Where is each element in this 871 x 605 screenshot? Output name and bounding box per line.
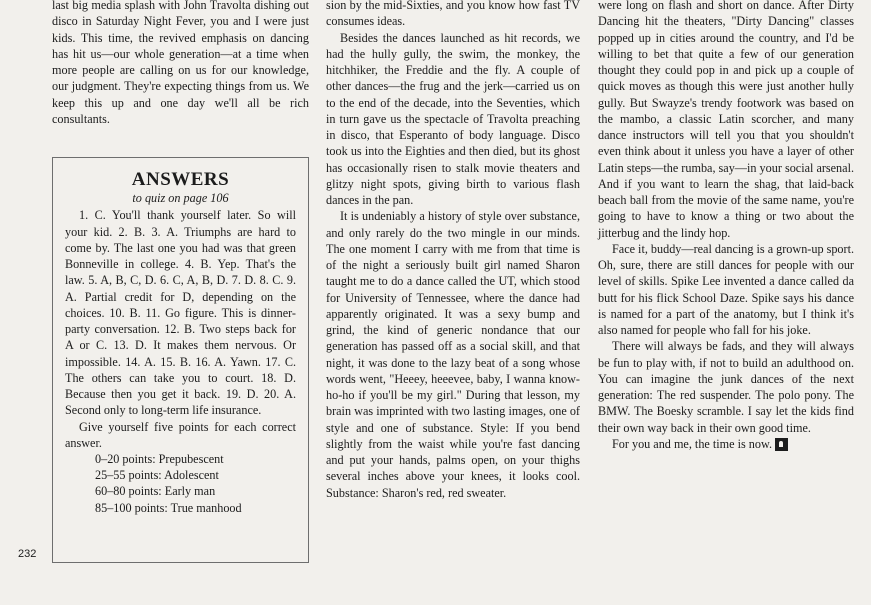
column-middle [326,0,580,501]
closing-text: For you and me, the time is now. [612,436,772,451]
body-paragraph: last big media splash with John Travolta dishing out disco in Saturday Night Fever, you and I were just kids. This time, the revived emphasis on dancing has hit us—our whole generation—at a time when more people are calling on us for our knowledge, our judgment. They're expecting things from us. We keep this up and one day we'll all be rich consultants. [52,0,309,126]
body-paragraph: were long on flash and short on dance. After Dirty Dancing hit the theaters, "Dirty Dancing" classes popped up in cities around the country, and I'd be willing to bet that quite a few of our generation thought they could pop in and pick up a couple of quick moves as though this were just another hully gully. But Swayze's trendy footwork was based on the mambo, a classic Latin scorcher, and many dance instructors will tell you that you shouldn't even think about it unless you have a layer of other Latin steps—the rumba, say—in your social arsenal. And if you want to learn the shag, that laid-back beach ball from the movie of the same name, you're going to have to know a thing or two about the jitterbug and the lindy hop. [598,0,854,240]
score-line: 25–55 points: Adolescent [95,468,219,483]
body-paragraph: sion by the mid-Sixties, and you know how fast TV consumes ideas. [326,0,580,29]
answers-body: 1. C. You'll thank yourself later. So will your kid. 2. B. 3. A. Triumphs are hard to come by. The last one you had was that green Bonneville in college. 4. B. Yep. That's the law. 5. A, B, C, D. 6. C, A, B, D. 7. D. 8. C. 9. A. Partial credit for D, depending on the choices. 10. B. 11. Go figure. This is dinner-party conversation. 12. B. Two steps back for A or C. 13. D. It makes them nervous. Or impossible. 14. A. 15. B. 16. A. Yawn. 17. C. The others can take you to court. 18. D. Because then you get it back. 19. D. 20. A. Second only to long-term life insurance. [65,208,296,418]
body-paragraph: There will always be fads, and they will always be fun to play with, if not to build an adulthood on. You can imagine the junk dances of the next generation: The red suspender. The polo pony. The BMW. The Boesky scramble. I say let the kids find their own way back in their own good time. [598,339,854,435]
body-paragraph: Face it, buddy—real dancing is a grown-up sport. Oh, sure, there are still dances for people with our level of skills. Spike Lee invented a dance called da butt for his flick School Daze. Spike says his dance is named for a part of the anatomy, but I think it's also named for people who fall for his joke. [598,241,855,337]
column-right [598,0,854,452]
answers-title: ANSWERS [131,169,230,190]
page-number: 232 [18,548,37,560]
closing-paragraph [598,436,854,452]
answers-box [52,157,309,563]
answers-instruction: Give yourself five points for each correct answer. [65,419,296,450]
body-paragraph: It is undeniably a history of style over substance, and only rarely do the two mingle in our minds. The one moment I carry with me from that time is of the night a seriously built girl named Sharon taught me to do a dance called the UT, which stood for University of Tennessee, where the dance had apparently originated. It was a sexy bump and grind, the kind of generic nondance that our generation has passed off as a social skill, and that night, it was done to the lazy beat of a song whose words went, "Heeey, heeevee, baby, I wanna know-ho-ho if you'll be my girl." During that lesson, my brain was imprinted with two lasting images, one of style and one of substance. Style: If you bend slightly from the waist while you're fast dancing and put your hands, palms open, on your thighs several inches above your knees, it looks cool. Substance: Sharon's red, red sweater. [326,209,580,500]
answers-subtitle: to quiz on page 106 [132,191,229,205]
score-line: 85–100 points: True manhood [95,500,242,515]
column-left [52,0,309,127]
body-paragraph: Besides the dances launched as hit records, we had the hully gully, the swim, the monkey, the hitchhiker, the Freddie and the fly. A couple of other dances—the frug and the jerk—carried us on to the end of the decade, into the Seventies, which in turn gave us the spectacle of Travolta preaching in disco, that Esperanto of body language. Disco took us into the Eighties and then died, but its ghost has occasionally risen to stalk movie theaters and glitzy night spots, giving birth to various flash dances in the pan. [326,30,580,207]
score-line: 60–80 points: Early man [95,484,216,499]
score-line: 0–20 points: Prepubescent [95,452,224,466]
end-mark-icon [775,438,788,451]
